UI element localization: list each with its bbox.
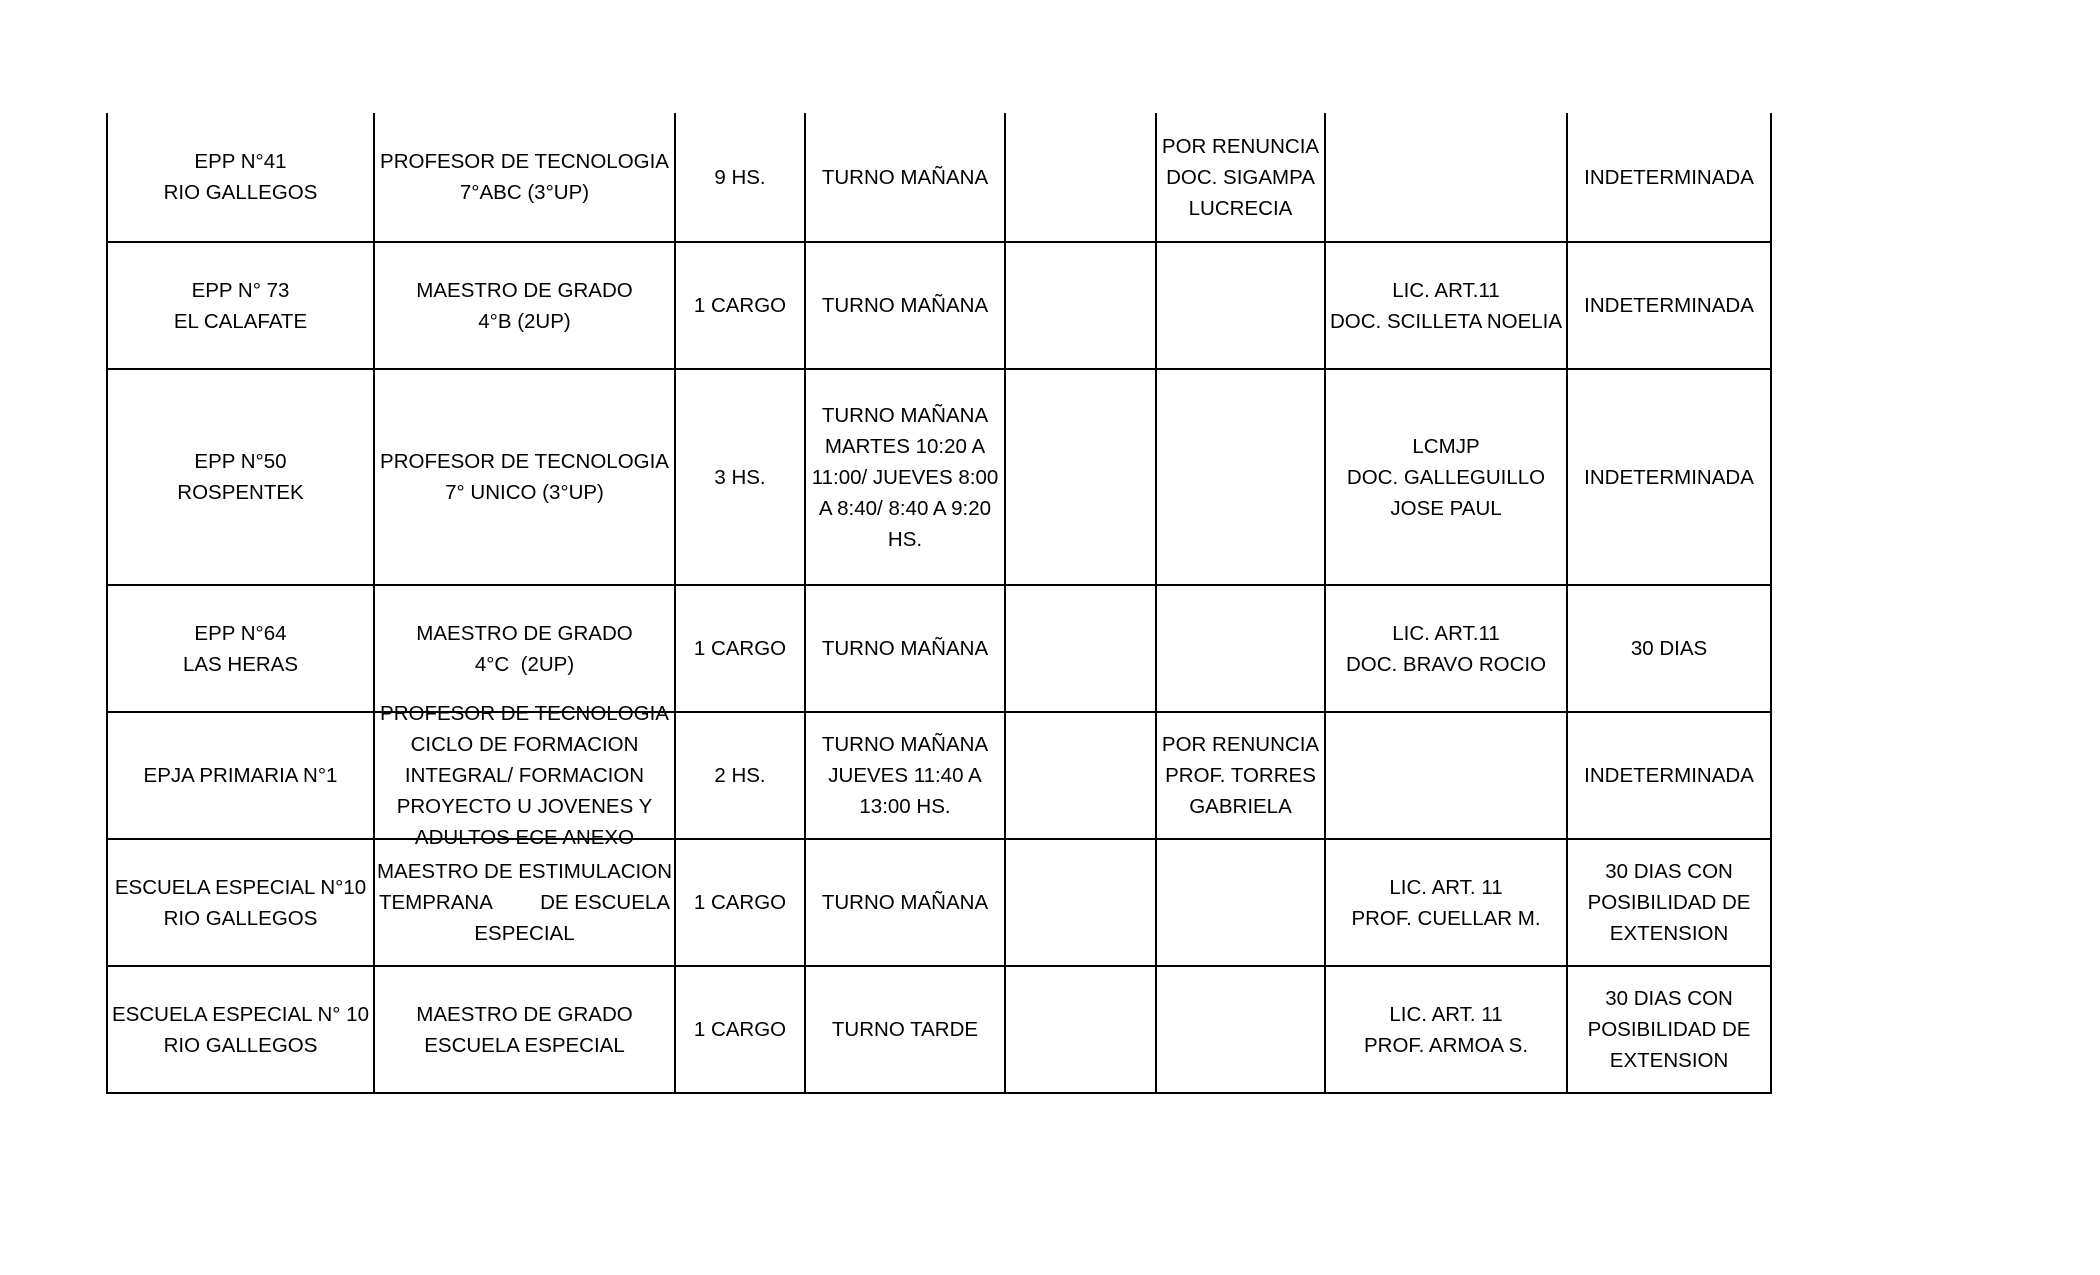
school-cell [107, 966, 374, 1093]
hours-value: 1 CARGO [693, 1018, 787, 1041]
license-cell [1325, 369, 1567, 585]
position-line: ESPECIAL [474, 922, 575, 945]
reason-line: POR RENUNCIA [1161, 134, 1320, 158]
table-row [107, 966, 1771, 1093]
shift-cell [805, 966, 1005, 1093]
shift-cell [805, 242, 1005, 369]
duration-line: 30 DIAS CON [1605, 860, 1733, 883]
shift-line: MARTES 10:20 A [824, 434, 986, 458]
shift-cell [805, 839, 1005, 966]
license-line: LIC. ART.11 [1392, 278, 1500, 302]
school-line: RIO GALLEGOS [163, 906, 318, 930]
position-line: 7° UNICO (3°UP) [445, 481, 604, 504]
shift-line: HS. [887, 527, 923, 551]
position-cell [374, 839, 675, 966]
position-cell [374, 369, 675, 585]
school-line: EPP N°50 [194, 450, 287, 473]
empty-cell [1005, 585, 1156, 712]
duration-cell [1567, 712, 1771, 839]
school-cell [107, 242, 374, 369]
duration-cell [1567, 585, 1771, 712]
empty-cell [1005, 712, 1156, 839]
school-line: EPP N° 73 [191, 278, 290, 302]
empty-cell [1005, 839, 1156, 966]
license-line: DOC. SCILLETA NOELIA [1330, 309, 1563, 333]
duration-cell [1567, 966, 1771, 1093]
position-line: 4°B (2UP) [478, 309, 571, 333]
position-clip [379, 702, 670, 849]
position-cell [374, 242, 675, 369]
position-cell [374, 966, 675, 1093]
empty-cell [1005, 113, 1156, 242]
table-row [107, 369, 1771, 585]
position-line: ADULTOS ECE ANEXO [414, 826, 635, 849]
table-row [107, 242, 1771, 369]
duration-line: INDETERMINADA [1584, 764, 1754, 787]
position-line [377, 887, 672, 918]
justified-word: DE ESCUELA [540, 891, 670, 914]
license-cell [1325, 242, 1567, 369]
position-cell [374, 702, 675, 849]
school-line: EPJA PRIMARIA N°1 [143, 764, 338, 787]
position-line: MAESTRO DE GRADO [416, 621, 633, 645]
position-line: MAESTRO DE ESTIMULACION [376, 860, 672, 883]
duration-line: EXTENSION [1609, 922, 1729, 945]
shift-cell [805, 712, 1005, 839]
hours-cell [675, 966, 805, 1093]
position-line: INTEGRAL/ FORMACION [404, 764, 645, 787]
position-overflow-text [379, 698, 670, 853]
license-cell [1325, 712, 1567, 839]
school-line: ESCUELA ESPECIAL N°10 [114, 875, 367, 899]
table-row [107, 113, 1771, 242]
reason-cell [1156, 113, 1325, 242]
school-cell [107, 369, 374, 585]
duration-line: POSIBILIDAD DE [1587, 1018, 1751, 1041]
duration-line: POSIBILIDAD DE [1587, 891, 1751, 914]
empty-cell [1005, 966, 1156, 1093]
table-body [107, 113, 1771, 1093]
shift-line: 11:00/ JUEVES 8:00 [811, 465, 999, 489]
duration-cell [1567, 113, 1771, 242]
position-line: CICLO DE FORMACION [410, 733, 639, 756]
position-line: 4°C (2UP) [474, 652, 575, 676]
shift-line: A 8:40/ 8:40 A 9:20 [818, 496, 992, 520]
duration-cell [1567, 242, 1771, 369]
hours-value: 3 HS. [714, 465, 766, 489]
position-line: MAESTRO DE GRADO [416, 278, 633, 302]
school-line: ESCUELA ESPECIAL N° 10 [112, 1002, 369, 1026]
shift-line: TURNO MAÑANA [821, 733, 989, 756]
empty-cell [1005, 242, 1156, 369]
shift-line: TURNO MAÑANA [821, 165, 989, 189]
school-cell [107, 113, 374, 242]
shift-cell [805, 369, 1005, 585]
license-line: DOC. BRAVO ROCIO [1345, 652, 1547, 676]
license-cell [1325, 585, 1567, 712]
reason-line: PROF. TORRES [1165, 764, 1316, 787]
shift-line: TURNO MAÑANA [821, 891, 989, 914]
license-line: JOSE PAUL [1390, 496, 1502, 520]
empty-cell [1005, 369, 1156, 585]
position-line: MAESTRO DE GRADO [416, 1002, 633, 1026]
reason-cell [1156, 369, 1325, 585]
license-cell [1325, 839, 1567, 966]
reason-cell [1156, 585, 1325, 712]
position-line: PROFESOR DE TECNOLOGIA [380, 150, 669, 173]
table-row [107, 712, 1771, 839]
duration-line: INDETERMINADA [1584, 465, 1754, 489]
justified-word: TEMPRANA [378, 891, 493, 914]
license-line: LIC. ART. 11 [1389, 1002, 1503, 1026]
school-line: EPP N°41 [194, 150, 287, 173]
duration-cell [1567, 369, 1771, 585]
position-cell [374, 585, 675, 712]
shift-line: TURNO MAÑANA [821, 294, 989, 317]
license-line: LIC. ART. 11 [1389, 875, 1503, 899]
shift-line: JUEVES 11:40 A [828, 764, 982, 787]
license-line: DOC. GALLEGUILLO [1346, 465, 1546, 489]
school-line: EPP N°64 [194, 621, 287, 645]
duration-line: INDETERMINADA [1584, 294, 1754, 317]
reason-cell [1156, 839, 1325, 966]
hours-cell [675, 369, 805, 585]
school-line: RIO GALLEGOS [163, 181, 318, 204]
reason-cell [1156, 712, 1325, 839]
hours-value: 9 HS. [714, 165, 766, 189]
hours-cell [675, 113, 805, 242]
shift-line: TURNO MAÑANA [821, 403, 989, 427]
license-line: PROF. ARMOA S. [1363, 1033, 1529, 1057]
shift-line: TURNO MAÑANA [821, 637, 989, 660]
hours-value: 1 CARGO [693, 637, 787, 660]
position-line: PROFESOR DE TECNOLOGIA [380, 702, 669, 725]
shift-line: TURNO TARDE [831, 1018, 979, 1041]
school-line: EL CALAFATE [173, 309, 308, 333]
shift-line: 13:00 HS. [859, 795, 951, 818]
school-cell [107, 839, 374, 966]
vacancies-table [106, 113, 1772, 1094]
shift-cell [805, 113, 1005, 242]
hours-cell [675, 585, 805, 712]
duration-cell [1567, 839, 1771, 966]
reason-line: POR RENUNCIA [1161, 733, 1320, 756]
reason-line: DOC. SIGAMPA [1166, 165, 1315, 189]
hours-cell [675, 712, 805, 839]
hours-value: 1 CARGO [693, 294, 787, 317]
table-row [107, 585, 1771, 712]
license-line: PROF. CUELLAR M. [1351, 906, 1541, 930]
reason-cell [1156, 242, 1325, 369]
reason-line: GABRIELA [1189, 795, 1292, 818]
license-cell [1325, 966, 1567, 1093]
duration-line: 30 DIAS [1630, 637, 1708, 660]
school-cell [107, 712, 374, 839]
hours-cell [675, 839, 805, 966]
license-cell [1325, 113, 1567, 242]
position-cell [374, 113, 675, 242]
school-line: RIO GALLEGOS [163, 1033, 318, 1057]
school-line: LAS HERAS [182, 652, 299, 676]
duration-line: 30 DIAS CON [1605, 987, 1733, 1010]
school-cell [107, 585, 374, 712]
position-line: 7°ABC (3°UP) [459, 181, 590, 204]
reason-line: LUCRECIA [1188, 196, 1293, 220]
duration-line: INDETERMINADA [1584, 165, 1754, 189]
position-line: ESCUELA ESPECIAL [424, 1033, 625, 1057]
table-row [107, 839, 1771, 966]
hours-cell [675, 242, 805, 369]
duration-line: EXTENSION [1609, 1049, 1729, 1072]
position-line: PROFESOR DE TECNOLOGIA [380, 450, 669, 473]
hours-value: 1 CARGO [693, 891, 787, 914]
license-line: LCMJP [1412, 434, 1480, 458]
position-line: PROYECTO U JOVENES Y [396, 795, 653, 818]
school-line: ROSPENTEK [177, 481, 304, 504]
shift-cell [805, 585, 1005, 712]
license-line: LIC. ART.11 [1392, 621, 1500, 645]
hours-value: 2 HS. [714, 764, 766, 787]
reason-cell [1156, 966, 1325, 1093]
